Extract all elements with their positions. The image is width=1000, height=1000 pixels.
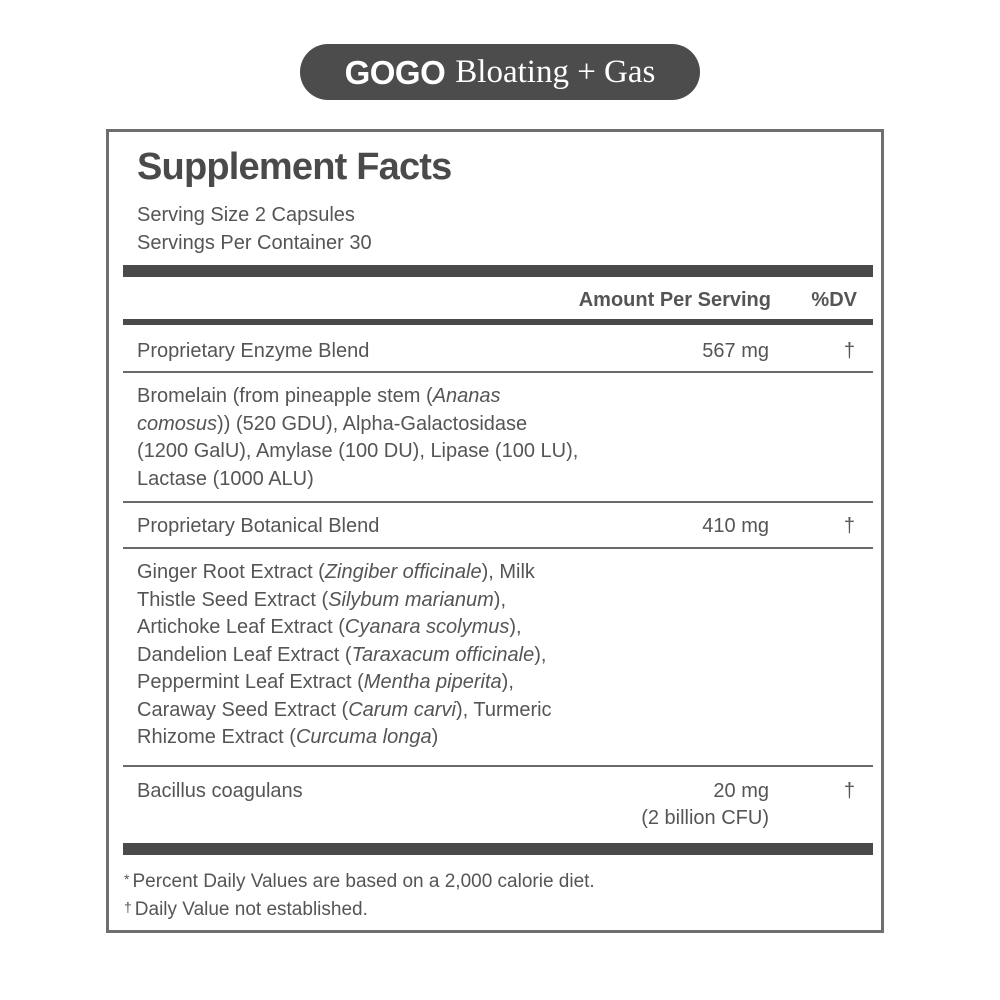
ingredient-latin-name: Mentha piperita [363, 671, 502, 693]
ingredient-text: Lactase (1000 ALU) [137, 467, 314, 490]
footnote-dv-not-established [124, 899, 368, 921]
ingredient-latin-name: Zingiber officinale [324, 561, 482, 583]
ingredient-text: Ginger Root Extract ( [137, 561, 325, 583]
row-divider [123, 765, 873, 767]
product-name: Bloating + Gas [455, 53, 656, 90]
row-label-bacillus: Bacillus coagulans [137, 780, 303, 802]
ingredient-text: ), [509, 616, 522, 638]
product-name-badge [300, 44, 700, 100]
ingredient-latin-name: Carum carvi [348, 698, 456, 721]
row-divider [123, 501, 873, 503]
row-amount-enzyme-blend: 567 mg [702, 340, 769, 362]
row-dv-botanical-blend: † [843, 515, 855, 537]
ingredient-text: )) (520 GDU), Alpha-Galactosidase [217, 412, 528, 435]
row-dv-bacillus: † [843, 780, 855, 802]
ingredient-text: Caraway Seed Extract ( [137, 698, 349, 721]
ingredient-text: Rhizome Extract ( [137, 726, 296, 748]
ingredient-text: ) [431, 726, 439, 748]
ingredient-text: Bromelain (from pineapple stem ( [137, 385, 433, 407]
ingredient-text: (1200 GalU), Amylase (100 DU), Lipase (100 LU), [137, 440, 579, 462]
ingredient-latin-name: comosus [137, 412, 218, 435]
ingredient-text: Artichoke Leaf Extract ( [137, 616, 345, 638]
ingredient-text: ), [493, 588, 507, 611]
serving-size: Serving Size 2 Capsules [137, 204, 355, 226]
supplement-facts-panel [106, 129, 884, 933]
servings-per-container: Servings Per Container 30 [137, 232, 372, 254]
ingredient-text: Thistle Seed Extract ( [137, 588, 329, 611]
thick-divider-top [123, 265, 873, 277]
ingredient-text: ), [534, 643, 547, 666]
thick-divider-bottom [123, 843, 873, 855]
ingredient-text: ), Milk [481, 561, 535, 583]
row-amount-note-bacillus: (2 billion CFU) [641, 807, 769, 829]
ingredient-latin-name: Ananas [432, 385, 501, 407]
facts-title: Supplement Facts [137, 146, 452, 188]
medium-divider [123, 319, 873, 325]
footnote-dv-text: Daily Value not established. [134, 899, 368, 920]
dv-column-header: %DV [811, 289, 857, 311]
ingredient-text: ), Turmeric [456, 698, 552, 721]
ingredient-latin-name: Cyanara scolymus [344, 616, 510, 638]
ingredient-latin-name: Silybum marianum [328, 588, 494, 611]
row-label-botanical-blend: Proprietary Botanical Blend [137, 515, 380, 537]
amount-column-header: Amount Per Serving [578, 289, 771, 311]
ingredient-text: Dandelion Leaf Extract ( [137, 643, 352, 666]
row-amount-botanical-blend: 410 mg [702, 515, 769, 537]
botanical-blend-ingredients [137, 559, 677, 752]
footnote-asterisk: * [124, 871, 130, 887]
ingredient-text: ), [501, 671, 514, 693]
enzyme-blend-ingredients [137, 383, 677, 493]
row-divider [123, 371, 873, 373]
row-dv-enzyme-blend: † [843, 340, 855, 362]
footnote-dagger: † [124, 899, 132, 915]
ingredient-text: Peppermint Leaf Extract ( [137, 671, 364, 693]
footnote-percent-dv [124, 871, 595, 893]
brand-name: GOGO [344, 53, 446, 91]
row-label-enzyme-blend: Proprietary Enzyme Blend [137, 340, 370, 362]
ingredient-latin-name: Curcuma longa [295, 726, 432, 748]
row-amount-bacillus: 20 mg [713, 780, 769, 802]
ingredient-latin-name: Taraxacum officinale [351, 643, 535, 666]
row-divider [123, 547, 873, 549]
footnote-percent-dv-text: Percent Daily Values are based on a 2,000 calorie diet. [132, 871, 595, 892]
